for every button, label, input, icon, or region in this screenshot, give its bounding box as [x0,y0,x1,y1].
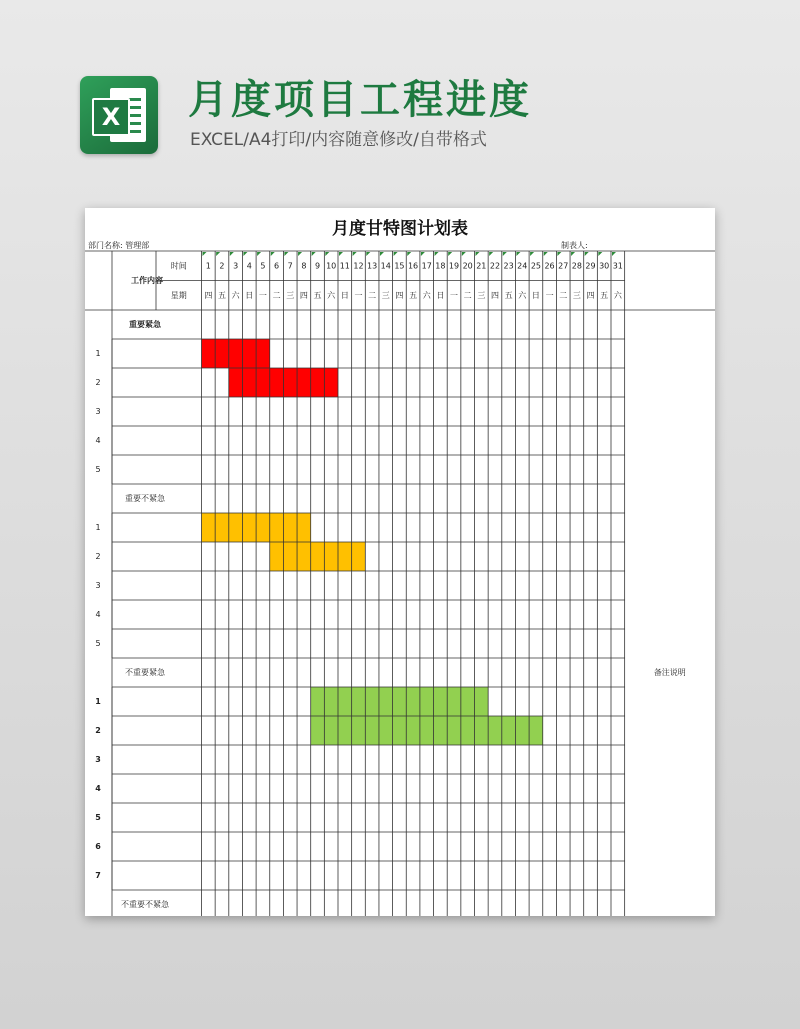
weekday-22: 四 [490,290,499,300]
cell-comment-marker [489,252,493,256]
weekday-21: 三 [477,290,486,300]
weekday-11: 日 [340,290,349,300]
day-number-22: 22 [489,261,501,271]
cell-comment-marker [298,252,302,256]
day-number-2: 2 [219,261,225,271]
day-number-1: 1 [205,261,211,271]
row-number-3-4: 4 [95,784,101,793]
section-label-3: 不重要紧急 [125,668,165,677]
cell-comment-marker [462,252,466,256]
weekday-27: 二 [559,290,568,300]
day-number-5: 5 [260,261,266,271]
row-number-3-2: 2 [95,726,101,735]
maker-label: 制表人: [561,241,588,250]
weekday-3: 六 [231,290,240,300]
day-number-16: 16 [407,261,419,271]
task-bar-3-2 [311,716,543,745]
weekday-29: 四 [586,290,595,300]
task-bar-2-2 [270,542,366,571]
row-number-3-7: 7 [95,871,101,880]
section-label-4: 不重要不紧急 [121,900,169,909]
day-number-20: 20 [462,261,473,271]
day-number-25: 25 [530,261,542,271]
weekday-7: 三 [286,290,295,300]
remarks-label: 备注说明 [653,668,686,677]
cell-comment-marker [516,252,520,256]
weekday-5: 一 [258,290,267,300]
row-number-3-3: 3 [95,755,101,764]
day-number-11: 11 [339,261,350,271]
row-number-1-5: 5 [95,465,101,474]
weekday-17: 六 [422,290,431,300]
work-content-label: 工作内容 [131,276,163,285]
weekday-9: 五 [313,290,322,300]
weekday-31: 六 [613,290,622,300]
day-number-10: 10 [326,261,337,271]
day-number-18: 18 [435,261,446,271]
weekday-23: 五 [504,290,513,300]
cell-comment-marker [421,252,425,256]
day-number-12: 12 [353,261,364,271]
cell-comment-marker [448,252,452,256]
weekday-13: 二 [368,290,377,300]
day-number-9: 9 [314,261,321,271]
weekday-30: 五 [600,290,609,300]
cell-comment-marker [243,252,247,256]
day-number-13: 13 [367,261,378,271]
weekday-16: 五 [409,290,418,300]
cell-comment-marker [339,252,343,256]
row-number-2-5: 5 [95,639,101,648]
cell-comment-marker [407,252,411,256]
section-label-2: 重要不紧急 [125,494,165,503]
row-number-1-3: 3 [95,407,101,416]
day-number-6: 6 [274,261,280,271]
day-number-15: 15 [394,261,405,271]
day-number-29: 29 [585,261,596,271]
cell-comment-marker [544,252,548,256]
department-value: 管理部 [125,241,150,250]
day-number-19: 19 [448,261,460,271]
weekday-10: 六 [327,290,336,300]
page-subtitle: EXCEL/A4打印/内容随意修改/自带格式 [190,130,487,150]
day-number-17: 17 [421,261,432,271]
excel-x-badge: X [92,98,130,136]
cell-comment-marker [585,252,589,256]
row-number-2-2: 2 [95,552,101,561]
cell-comment-marker [557,252,561,256]
weekday-20: 二 [463,290,472,300]
row-number-2-3: 3 [95,581,101,590]
cell-comment-marker [598,252,602,256]
task-bar-3-1 [311,687,488,716]
day-number-14: 14 [380,261,391,271]
page-title: 月度项目工程进度 [188,77,532,123]
row-number-1-1: 1 [95,349,101,358]
day-number-30: 30 [599,261,610,271]
day-number-21: 21 [476,261,487,271]
day-number-27: 27 [558,261,569,271]
cell-comment-marker [353,252,357,256]
weekday-6: 二 [272,290,281,300]
cell-comment-marker [530,252,534,256]
time-label: 时间 [170,261,187,271]
weekday-12: 一 [354,290,363,300]
cell-comment-marker [257,252,261,256]
weekday-25: 日 [531,290,540,300]
sheet-title: 月度甘特图计划表 [332,219,468,239]
day-number-24: 24 [517,261,528,271]
weekday-18: 日 [436,290,445,300]
weekday-label: 星期 [170,290,187,300]
gantt-grid [85,208,715,916]
weekday-8: 四 [299,290,308,300]
cell-comment-marker [612,252,616,256]
row-number-1-4: 4 [95,436,101,445]
cell-comment-marker [271,252,275,256]
cell-comment-marker [312,252,316,256]
cell-comment-marker [230,252,234,256]
gantt-sheet [85,208,715,916]
day-number-28: 28 [571,261,582,271]
cell-comment-marker [203,252,207,256]
weekday-4: 日 [245,290,254,300]
cell-comment-marker [325,252,329,256]
cell-comment-marker [216,252,220,256]
cell-comment-marker [503,252,507,256]
weekday-24: 六 [518,290,527,300]
cell-comment-marker [571,252,575,256]
cell-comment-marker [366,252,370,256]
day-number-8: 8 [301,261,307,271]
weekday-14: 三 [381,290,390,300]
cell-comment-marker [380,252,384,256]
cell-comment-marker [435,252,439,256]
weekday-1: 四 [204,290,213,300]
row-number-3-1: 1 [95,697,101,706]
day-number-4: 4 [246,261,252,271]
weekday-26: 一 [545,290,554,300]
cell-comment-marker [284,252,288,256]
row-number-2-4: 4 [95,610,101,619]
section-label-1: 重要紧急 [129,320,161,329]
row-number-3-6: 6 [95,842,101,851]
weekday-2: 五 [217,290,226,300]
row-number-1-2: 2 [95,378,101,387]
weekday-19: 一 [450,290,459,300]
task-bar-1-1 [202,339,270,368]
department-label: 部门名称: [88,241,123,250]
weekday-28: 三 [572,290,581,300]
row-number-2-1: 1 [95,523,101,532]
excel-icon [80,76,158,154]
day-number-3: 3 [233,261,239,271]
day-number-23: 23 [503,261,514,271]
day-number-7: 7 [287,261,293,271]
cell-comment-marker [476,252,480,256]
weekday-15: 四 [395,290,404,300]
row-number-3-5: 5 [95,813,101,822]
day-number-26: 26 [544,261,555,271]
cell-comment-marker [394,252,398,256]
day-number-31: 31 [612,261,623,271]
